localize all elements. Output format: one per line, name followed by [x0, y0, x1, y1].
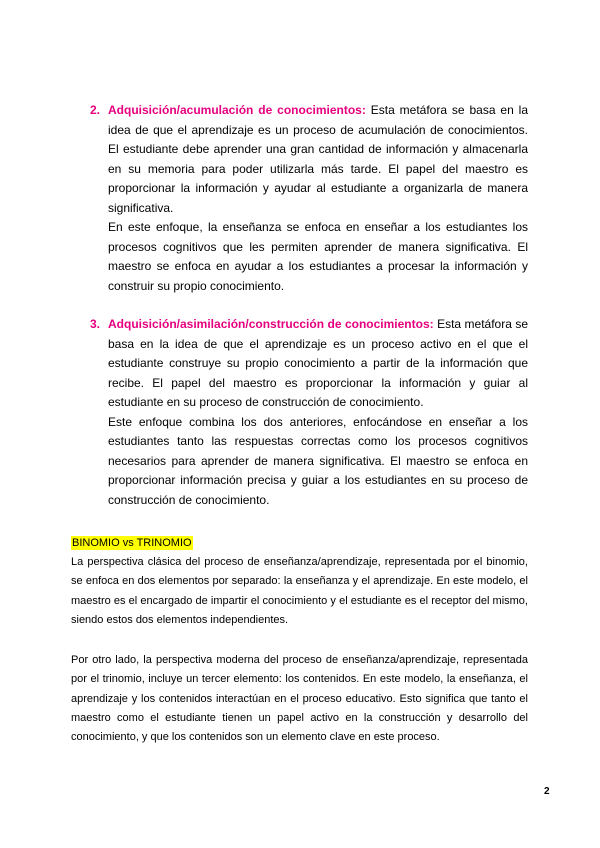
list-item-number: 2.	[90, 103, 101, 117]
list-item-followup: En este enfoque, la enseñanza se enfoca en enseñar a los estudiantes los procesos cognitivos que les permiten aprender de manera significativa. El maestro se enfoca en ayudar a los estudiantes a procesar la información y construir su propio conocimiento.	[108, 220, 528, 293]
list-item-paragraph	[108, 315, 528, 413]
list-item-number: 3.	[90, 317, 101, 331]
list-item-body	[108, 315, 528, 510]
list-item-body	[108, 101, 528, 296]
list-item	[90, 315, 528, 510]
page-number: 2	[544, 786, 550, 797]
list-item-followup: Este enfoque combina los dos anteriores, enfocándose en enseñar a los estudiantes tanto las respuestas correctas como los procesos cognitivos necesarios para aprender de manera significativa. El maestro se enfoca en proporcionar información precisa y guiar a los estudiantes en su proceso de construcción de conocimiento.	[108, 414, 528, 507]
body-paragraph: La perspectiva clásica del proceso de enseñanza/aprendizaje, representada por el binomio, se enfoca en dos elementos por separado: la enseñanza y el aprendizaje. En este modelo, el maestro es el encargado de impartir el conocimiento y el estudiante es el receptor del mismo, siendo estos dos elementos independientes.	[71, 556, 528, 626]
list-item-text: Esta metáfora se basa en la idea de que el aprendizaje es un proceso de acumulación de conocimientos. El estudiante debe aprender una gran cantidad de información y almacenarla en su memoria para poder utilizarla más tarde. El papel del maestro es proporcionar la información y ayudar al estudiante a organizarla de manera significativa.	[108, 103, 528, 215]
list-item	[90, 101, 528, 296]
section-heading-binomio-trinomio: BINOMIO vs TRINOMIO	[72, 537, 192, 549]
list-item-text: Esta metáfora se basa en la idea de que el aprendizaje es un proceso activo en el que el estudiante construye su propio conocimiento a partir de la información que recibe. El papel del maestro es proporcionar la información y guiar al estudiante en su proceso de construcción de conocimiento.	[108, 317, 529, 409]
list-item-title: Adquisición/asimilación/construcción de conocimientos:	[108, 317, 434, 331]
list-item-paragraph	[108, 101, 528, 218]
body-paragraph: Por otro lado, la perspectiva moderna del proceso de enseñanza/aprendizaje, representada por el trinomio, incluye un tercer elemento: los contenidos. En este modelo, la enseñanza, el aprendizaje y los contenidos interactúan en el proceso educativo. Esto significa que tanto el maestro como el estudiante tienen un papel activo en la construcción y desarrollo del conocimiento, y que los contenidos son un elemento clave en este proceso.	[71, 654, 528, 744]
list-item-title: Adquisición/acumulación de conocimientos:	[108, 103, 366, 117]
